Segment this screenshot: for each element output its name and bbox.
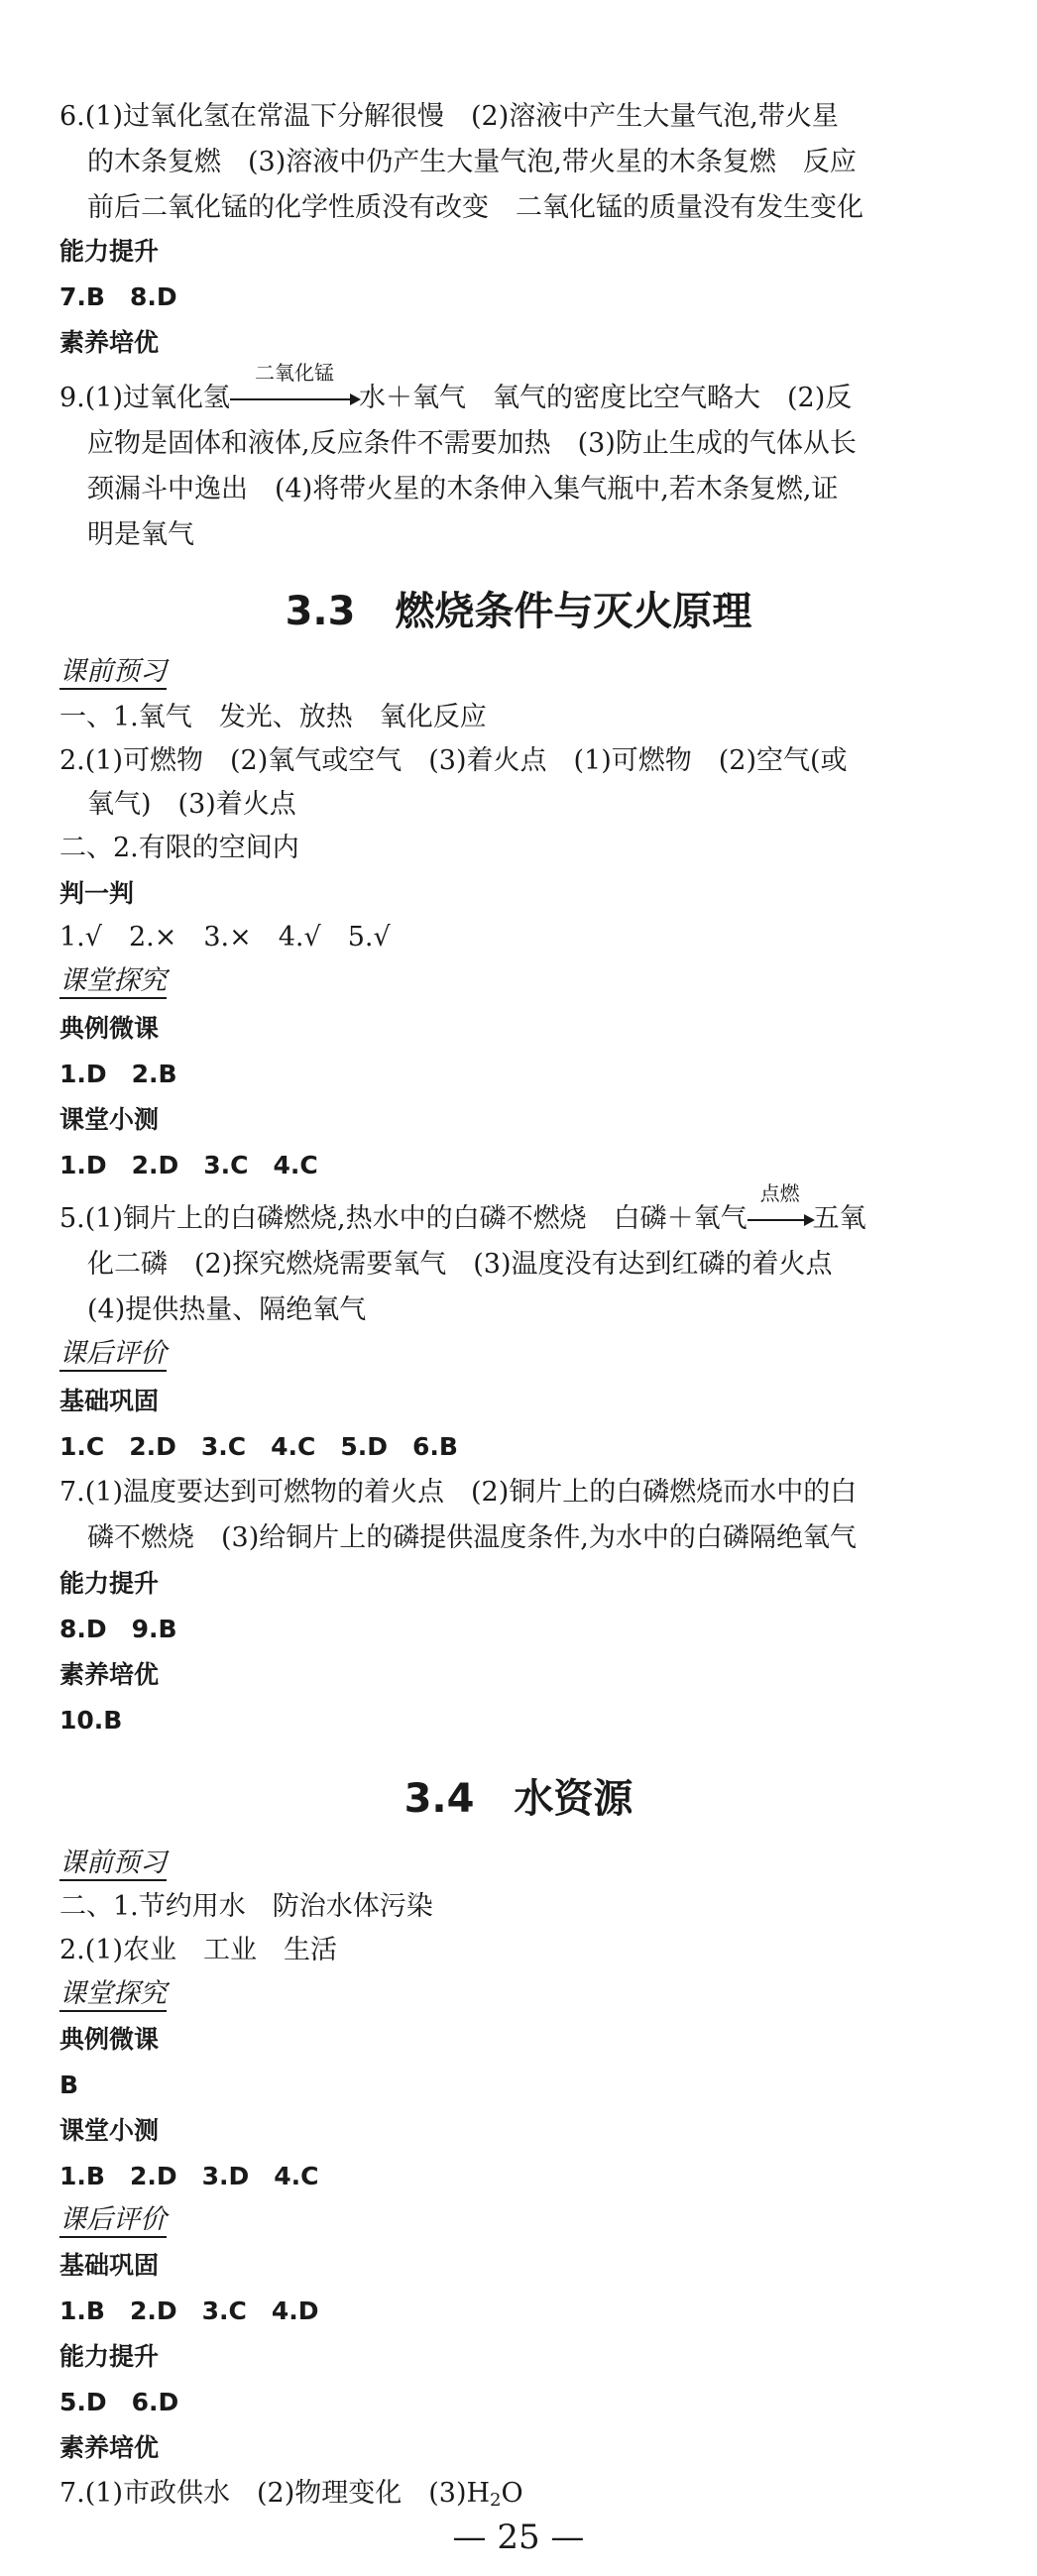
section-number: 3.3 — [285, 589, 356, 634]
q5-product: 五氧 — [812, 1203, 866, 1234]
heading-suyang-peiyou: 素养培优 — [59, 2433, 160, 2462]
heading-dianli-weike: 典例微课 — [59, 2025, 160, 2054]
s33-suyang-answers: 10.B — [59, 1706, 123, 1735]
reaction-arrow — [748, 1181, 813, 1237]
q9-line-3: 颈漏斗中逸出 (4)将带火星的木条伸入集气瓶中,若木条复燃,证 — [87, 474, 839, 504]
heading-jichu-gonggu: 基础巩固 — [59, 1387, 160, 1415]
s33-kq-line-4: 二、2.有限的空间内 — [59, 833, 299, 863]
section-name: 燃烧条件与灭火原理 — [395, 589, 752, 634]
s34-nengli-answers: 5.D 6.D — [59, 2388, 179, 2416]
heading-nengli-tisheng: 能力提升 — [59, 2342, 160, 2371]
heading-kehou-pingjia: 课后评价 — [59, 1338, 167, 1372]
s34-jichu-answers: 1.B 2.D 3.C 4.D — [59, 2296, 319, 2325]
heading-keqian-yuxi: 课前预习 — [59, 656, 167, 690]
heading-suyang-peiyou: 素养培优 — [59, 1660, 160, 1689]
q9-line-2: 应物是固体和液体,反应条件不需要加热 (3)防止生成的气体从长 — [87, 428, 857, 459]
reaction-arrow — [230, 361, 359, 416]
answer-7-8: 7.B 8.D — [59, 282, 177, 311]
s33-dianli-answers: 1.D 2.B — [59, 1060, 177, 1088]
heading-ketang-tanjiu: 课堂探究 — [59, 1978, 167, 2012]
s33-jichu-answers: 1.C 2.D 3.C 4.C 5.D 6.B — [59, 1432, 458, 1461]
heading-dianli-weike: 典例微课 — [59, 1014, 160, 1043]
s33-kq-line-2: 2.(1)可燃物 (2)氧气或空气 (3)着火点 (1)可燃物 (2)空气(或 — [59, 745, 848, 776]
q9-product: 水＋氧气 氧气的密度比空气略大 (2)反 — [359, 383, 853, 413]
heading-ketang-tanjiu: 课堂探究 — [59, 965, 167, 999]
q9-line-1 — [59, 361, 853, 416]
heading-suyang-peiyou: 素养培优 — [59, 328, 160, 357]
q5-reactants: 5.(1)铜片上的白磷燃烧,热水中的白磷不燃烧 白磷＋氧气 — [59, 1203, 748, 1234]
s34-xiaoce-answers: 1.B 2.D 3.D 4.C — [59, 2162, 319, 2190]
heading-nengli-tisheng: 能力提升 — [59, 237, 160, 266]
q9-line-4: 明是氧气 — [87, 519, 194, 550]
heading-kehou-pingjia: 课后评价 — [59, 2204, 167, 2238]
s33-nengli-answers: 8.D 9.B — [59, 1615, 177, 1643]
heading-keqian-yuxi: 课前预习 — [59, 1848, 167, 1881]
q9-reactant: 9.(1)过氧化氢 — [59, 383, 231, 413]
s34-kq-line-2: 2.(1)农业 工业 生活 — [59, 1935, 338, 1965]
s33-pan-answers: 1.√ 2.× 3.× 4.√ 5.√ — [59, 922, 391, 952]
heading-ketang-xiaoce: 课堂小测 — [59, 2116, 160, 2145]
q5-line-3: (4)提供热量、隔绝氧气 — [87, 1294, 367, 1325]
section-title-3-3 — [0, 587, 1037, 636]
heading-ketang-xiaoce: 课堂小测 — [59, 1105, 160, 1134]
reaction-condition: 点燃 — [759, 1181, 800, 1205]
s34-kq-line-1: 二、1.节约用水 防治水体污染 — [59, 1891, 433, 1922]
s33-kq-line-1: 一、1.氧气 发光、放热 氧化反应 — [59, 702, 487, 732]
q7-text: 7.(1)市政供水 (2)物理变化 (3)H — [59, 2478, 491, 2509]
s33-q7-line-1: 7.(1)温度要达到可燃物的着火点 (2)铜片上的白磷燃烧而水中的白 — [59, 1477, 858, 1508]
section-name: 水资源 — [514, 1776, 634, 1822]
s34-dianli-answers: B — [59, 2071, 79, 2099]
section-number: 3.4 — [403, 1776, 475, 1822]
s33-xiaoce-answers: 1.D 2.D 3.C 4.C — [59, 1151, 318, 1179]
section-title-3-4 — [0, 1774, 1037, 1824]
s34-q7-line — [59, 2476, 523, 2519]
s33-q7-line-2: 磷不燃烧 (3)给铜片上的磷提供温度条件,为水中的白磷隔绝氧气 — [87, 1522, 857, 1553]
subscript: 2 — [490, 2490, 502, 2511]
q6-line-3: 前后二氧化锰的化学性质没有改变 二氧化锰的质量没有发生变化 — [87, 192, 864, 223]
page-number: — 25 — — [452, 2518, 585, 2557]
heading-jichu-gonggu: 基础巩固 — [59, 2251, 160, 2280]
q6-line-1: 6.(1)过氧化氢在常温下分解很慢 (2)溶液中产生大量气泡,带火星 — [59, 101, 839, 132]
heading-nengli-tisheng: 能力提升 — [59, 1569, 160, 1598]
reaction-condition: 二氧化锰 — [255, 361, 335, 385]
heading-pan-yi-pan: 判一判 — [59, 879, 135, 908]
q7-text-end: O — [501, 2478, 523, 2509]
s33-kq-line-3: 氧气) (3)着火点 — [87, 789, 296, 820]
q5-line-2: 化二磷 (2)探究燃烧需要氧气 (3)温度没有达到红磷的着火点 — [87, 1249, 833, 1280]
q5-line-1 — [59, 1181, 866, 1237]
q6-line-2: 的木条复燃 (3)溶液中仍产生大量气泡,带火星的木条复燃 反应 — [87, 147, 857, 177]
